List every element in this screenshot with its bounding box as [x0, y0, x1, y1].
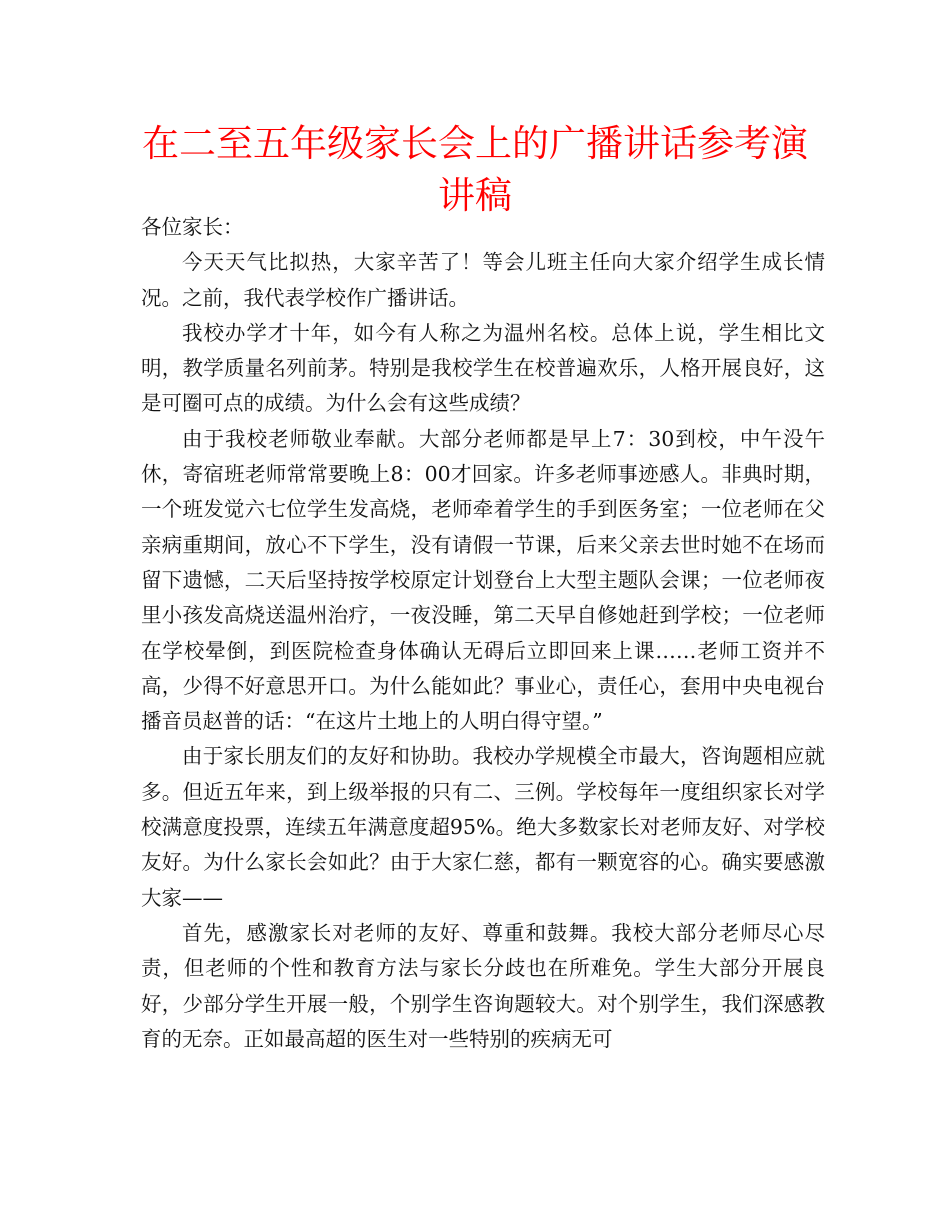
- document-title: 在二至五年级家长会上的广播讲话参考演讲稿: [142, 122, 808, 217]
- paragraph-5: 首先，感激家长对老师的友好、尊重和鼓舞。我校大部分老师尽心尽责，但老师的个性和教育方法与家长分歧也在所难免。学生大部分开展良好，少部分学生开展一般，个别学生咨询题较大。对个别学生，我们深感教育的无奈。正如最高超的医生对一些特别的疾病无可: [141, 920, 825, 1051]
- paragraph-2: 我校办学才十年，如今有人称之为温州名校。总体上说，学生相比文明，教学质量名列前茅。特别是我校学生在校普遍欢乐，人格开展良好，这是可圈可点的成绩。为什么会有这些成绩？: [141, 320, 825, 416]
- document-body: [141, 210, 825, 1057]
- paragraph-4: 由于家长朋友们的友好和协助。我校办学规模全市最大，咨询题相应就多。但近五年来，到上级举报的只有二、三例。学校每年一度组织家长对学校满意度投票，连续五年满意度超95%。绝大多数家长对老师友好、对学校友好。为什么家长会如此？由于大家仁慈，都有一颗宽容的心。确实要感激大家——: [141, 744, 825, 910]
- paragraph-3: 由于我校老师敬业奉献。大部分老师都是早上7：30到校，中午没午休，寄宿班老师常常要晚上8：00才回家。许多老师事迹感人。非典时期，一个班发觉六七位学生发高烧，老师牵着学生的手到医务室；一位老师在父亲病重期间，放心不下学生，没有请假一节课，后来父亲去世时她不在场而留下遗憾，二天后坚持按学校原定计划登台上大型主题队会课；一位老师夜里小孩发高烧送温州治疗，一夜没睡，第二天早自修她赶到学校；一位老师在学校晕倒，到医院检查身体确认无碍后立即回来上课……老师工资并不高，少得不好意思开口。为什么能如此？事业心，责任心，套用中央电视台播音员赵普的话：“在这片土地上的人明白得守望。”: [141, 426, 825, 734]
- salutation: 各位家长：: [141, 215, 244, 239]
- paragraph-1: 今天天气比拟热，大家辛苦了！等会儿班主任向大家介绍学生成长情况。之前，我代表学校作广播讲话。: [141, 250, 825, 310]
